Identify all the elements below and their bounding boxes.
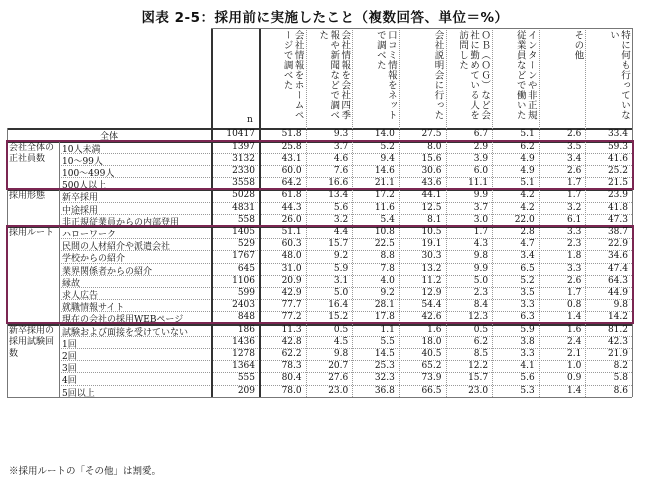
column-divider [211, 28, 213, 397]
value-cell: 41.6 [607, 153, 628, 164]
row-label: 民間の人材紹介や派遣会社 [62, 242, 171, 253]
n-value: 599 [237, 287, 255, 298]
n-value: 3558 [232, 178, 255, 189]
value-cell: 16.4 [328, 300, 349, 311]
value-cell: 5.1 [520, 129, 535, 139]
row-label: 2回 [62, 351, 77, 362]
value-cell: 15.7 [468, 373, 489, 384]
row-label: 学校からの紹介 [62, 254, 126, 265]
row-label: 中途採用 [62, 205, 99, 216]
value-cell: 3.3 [567, 226, 582, 237]
value-cell: 48.0 [281, 251, 302, 262]
value-cell: 64.3 [607, 275, 628, 286]
row-label: 現在の会社の採用WEBページ [62, 315, 184, 326]
value-cell: 11.2 [421, 275, 442, 286]
value-cell: 15.7 [328, 239, 349, 250]
value-cell: 4.9 [520, 153, 535, 164]
n-value: 1106 [232, 275, 255, 286]
value-cell: 73.9 [421, 373, 442, 384]
value-cell: 78.3 [281, 361, 302, 372]
value-cell: 2.4 [567, 336, 582, 347]
value-cell: 4.6 [333, 153, 349, 164]
column-divider [352, 28, 353, 397]
group-label: 新卒採用の採用試験回数 [9, 325, 55, 359]
value-cell: 47.4 [607, 263, 628, 274]
value-cell: 5.6 [520, 373, 535, 384]
column-header: インターンや非正規従業員などで働いた [514, 30, 537, 120]
n-value: 1364 [232, 361, 255, 372]
value-cell: 47.3 [607, 214, 628, 225]
row-label: 3回 [62, 364, 77, 375]
value-cell: 5.9 [333, 263, 349, 274]
value-cell: 1.7 [567, 287, 582, 298]
column-header: 特に何も行っていない [608, 30, 630, 120]
value-cell: 20.7 [328, 361, 349, 372]
row-divider [7, 397, 632, 398]
value-cell: 20.9 [281, 275, 302, 286]
value-cell: 6.5 [520, 263, 535, 274]
value-cell: 9.8 [613, 300, 628, 311]
n-value: 1436 [232, 336, 255, 347]
value-cell: 10.8 [374, 226, 395, 237]
value-cell: 27.5 [421, 129, 442, 139]
value-cell: 9.8 [473, 251, 489, 262]
value-cell: 78.0 [281, 385, 302, 396]
n-value: 1767 [232, 251, 255, 262]
column-header: その他 [572, 30, 584, 60]
value-cell: 0.9 [567, 373, 582, 384]
value-cell: 1.8 [567, 251, 582, 262]
row-label: 非正規従業員からの内部登用 [62, 217, 180, 228]
value-cell: 26.0 [281, 214, 302, 225]
value-cell: 51.8 [281, 129, 302, 139]
n-value: 1397 [232, 141, 255, 152]
value-cell: 40.5 [421, 348, 442, 359]
n-value: 555 [237, 373, 255, 384]
value-cell: 0.5 [333, 324, 349, 335]
value-cell: 5.0 [473, 275, 489, 286]
value-cell: 3.1 [333, 275, 349, 286]
value-cell: 2.9 [473, 141, 489, 152]
value-cell: 38.7 [607, 226, 628, 237]
value-cell: 6.0 [473, 165, 489, 176]
value-cell: 5.3 [520, 385, 535, 396]
value-cell: 21.5 [607, 178, 628, 189]
value-cell: 31.0 [281, 263, 302, 274]
row-label: ハローワーク [62, 229, 117, 240]
column-header: 会社情報を会社四季報や新聞などで調べた [317, 30, 351, 120]
value-cell: 43.1 [281, 153, 302, 164]
value-cell: 1.0 [567, 361, 582, 372]
value-cell: 5.1 [520, 178, 535, 189]
value-cell: 21.9 [607, 348, 628, 359]
n-value: 5028 [232, 190, 255, 201]
column-divider [585, 28, 586, 397]
value-cell: 60.3 [281, 239, 302, 250]
value-cell: 9.3 [333, 129, 349, 139]
column-divider [7, 128, 8, 397]
value-cell: 12.3 [468, 312, 489, 323]
n-value: 1405 [232, 226, 255, 237]
value-cell: 51.1 [281, 226, 302, 237]
value-cell: 4.0 [380, 275, 395, 286]
value-cell: 12.2 [468, 361, 489, 372]
value-cell: 21.1 [374, 178, 395, 189]
value-cell: 41.8 [607, 202, 628, 213]
n-value: 1278 [232, 348, 255, 359]
n-column-header: n [247, 115, 253, 125]
value-cell: 77.2 [281, 312, 302, 323]
n-value: 645 [237, 263, 255, 274]
value-cell: 4.2 [520, 190, 535, 201]
n-value: 209 [237, 385, 255, 396]
value-cell: 4.1 [520, 361, 535, 372]
value-cell: 3.7 [333, 141, 349, 152]
group-label: 採用ルート [9, 227, 55, 238]
value-cell: 3.2 [567, 202, 582, 213]
value-cell: 3.7 [473, 202, 489, 213]
value-cell: 22.0 [514, 214, 535, 225]
n-value: 4831 [232, 202, 255, 213]
value-cell: 4.4 [333, 226, 349, 237]
group-label: 会社全体の正社員数 [9, 142, 55, 164]
value-cell: 12.5 [421, 202, 442, 213]
row-label: 試験および面接を受けていない [62, 327, 189, 338]
n-value: 558 [237, 214, 255, 225]
value-cell: 15.2 [328, 312, 349, 323]
value-cell: 13.4 [328, 190, 349, 201]
value-cell: 8.1 [427, 214, 442, 225]
value-cell: 2.6 [567, 165, 582, 176]
value-cell: 1.6 [427, 324, 442, 335]
value-cell: 3.4 [520, 251, 535, 262]
column-divider [539, 28, 540, 397]
value-cell: 65.2 [421, 361, 442, 372]
value-cell: 25.8 [281, 141, 302, 152]
column-header: 会社情報をホームページで調べた [281, 30, 304, 120]
value-cell: 42.6 [421, 312, 442, 323]
data-table [7, 28, 632, 460]
value-cell: 81.2 [607, 324, 628, 335]
value-cell: 1.6 [567, 324, 582, 335]
value-cell: 44.9 [607, 287, 628, 298]
value-cell: 42.9 [281, 287, 302, 298]
value-cell: 8.2 [613, 361, 628, 372]
value-cell: 5.2 [380, 141, 395, 152]
column-divider [632, 28, 633, 397]
value-cell: 3.5 [520, 287, 535, 298]
value-cell: 1.4 [567, 312, 582, 323]
value-cell: 25.3 [374, 361, 395, 372]
value-cell: 54.4 [421, 300, 442, 311]
value-cell: 6.2 [520, 141, 535, 152]
n-value: 2330 [232, 165, 255, 176]
value-cell: 18.0 [421, 336, 442, 347]
value-cell: 13.2 [421, 263, 442, 274]
page-title: 図表 2-5：採用前に実施したこと（複数回答、単位＝%） [141, 10, 509, 26]
n-value: 186 [237, 324, 255, 335]
value-cell: 11.3 [281, 324, 302, 335]
value-cell: 14.6 [374, 165, 395, 176]
value-cell: 80.4 [281, 373, 302, 384]
value-cell: 44.3 [281, 202, 302, 213]
column-divider [259, 28, 261, 397]
row-label: 4回 [62, 376, 77, 387]
value-cell: 9.9 [473, 263, 489, 274]
value-cell: 12.9 [421, 287, 442, 298]
value-cell: 2.6 [567, 129, 582, 139]
value-cell: 17.2 [374, 190, 395, 201]
value-cell: 16.6 [328, 178, 349, 189]
n-value: 848 [237, 312, 255, 323]
footnote: ※採用ルートの「その他」は割愛。 [9, 466, 162, 477]
value-cell: 59.3 [607, 141, 628, 152]
value-cell: 3.2 [333, 214, 349, 225]
group-label: 採用形態 [9, 191, 46, 202]
value-cell: 6.3 [520, 312, 535, 323]
value-cell: 23.0 [328, 385, 349, 396]
total-row-label: 全体 [99, 132, 118, 142]
value-cell: 25.2 [607, 165, 628, 176]
column-divider [492, 28, 493, 397]
value-cell: 8.4 [473, 300, 489, 311]
value-cell: 0.5 [473, 324, 489, 335]
column-divider [399, 28, 400, 397]
column-divider [59, 141, 60, 397]
value-cell: 60.0 [281, 165, 302, 176]
value-cell: 9.9 [473, 190, 489, 201]
value-cell: 43.6 [421, 178, 442, 189]
value-cell: 17.8 [374, 312, 395, 323]
value-cell: 2.6 [567, 275, 582, 286]
value-cell: 15.6 [421, 153, 442, 164]
value-cell: 42.8 [281, 336, 302, 347]
n-value: 10417 [226, 129, 255, 139]
value-cell: 2.8 [520, 226, 535, 237]
value-cell: 11.6 [374, 202, 395, 213]
value-cell: 11.1 [468, 178, 489, 189]
value-cell: 5.2 [520, 275, 535, 286]
value-cell: 8.8 [380, 251, 395, 262]
value-cell: 8.6 [613, 385, 628, 396]
row-label: 就職情報サイト [62, 303, 125, 314]
value-cell: 3.3 [520, 300, 535, 311]
value-cell: 5.5 [380, 336, 395, 347]
value-cell: 28.1 [374, 300, 395, 311]
value-cell: 5.4 [380, 214, 395, 225]
row-label: 5回以上 [62, 388, 95, 399]
value-cell: 2.3 [473, 287, 489, 298]
value-cell: 7.6 [333, 165, 349, 176]
value-cell: 2.1 [567, 348, 582, 359]
value-cell: 5.9 [520, 324, 535, 335]
row-label: 10人未満 [62, 144, 101, 155]
row-label: 500人以上 [62, 181, 107, 192]
value-cell: 30.6 [421, 165, 442, 176]
value-cell: 1.7 [567, 190, 582, 201]
value-cell: 64.2 [281, 178, 302, 189]
value-cell: 1.7 [473, 226, 489, 237]
value-cell: 3.5 [567, 141, 582, 152]
value-cell: 23.0 [468, 385, 489, 396]
value-cell: 5.8 [613, 373, 628, 384]
value-cell: 22.9 [607, 239, 628, 250]
value-cell: 4.3 [473, 239, 489, 250]
value-cell: 4.5 [333, 336, 349, 347]
value-cell: 8.0 [427, 141, 442, 152]
value-cell: 4.9 [520, 165, 535, 176]
value-cell: 14.2 [607, 312, 628, 323]
value-cell: 23.9 [607, 190, 628, 201]
value-cell: 22.5 [374, 239, 395, 250]
value-cell: 9.4 [380, 153, 395, 164]
value-cell: 1.7 [567, 178, 582, 189]
value-cell: 62.2 [281, 348, 302, 359]
value-cell: 44.1 [421, 190, 442, 201]
column-divider [306, 28, 307, 397]
column-header: ＯＢ（ＯＧ）など会社に勤めている人を訪問した [457, 30, 491, 120]
value-cell: 66.5 [421, 385, 442, 396]
value-cell: 42.3 [607, 336, 628, 347]
value-cell: 9.8 [333, 348, 349, 359]
value-cell: 1.4 [567, 385, 582, 396]
value-cell: 5.0 [333, 287, 349, 298]
value-cell: 3.4 [567, 153, 582, 164]
row-label: 縁故 [62, 278, 81, 289]
value-cell: 3.3 [520, 348, 535, 359]
value-cell: 3.8 [520, 336, 535, 347]
row-label: 新卒採用 [62, 193, 99, 204]
value-cell: 8.5 [473, 348, 489, 359]
value-cell: 61.8 [281, 190, 302, 201]
value-cell: 3.0 [473, 214, 489, 225]
n-value: 2403 [232, 300, 255, 311]
value-cell: 34.6 [607, 251, 628, 262]
value-cell: 36.8 [374, 385, 395, 396]
value-cell: 3.3 [567, 263, 582, 274]
value-cell: 4.7 [520, 239, 535, 250]
value-cell: 33.4 [607, 129, 628, 139]
value-cell: 5.6 [333, 202, 349, 213]
value-cell: 6.2 [473, 336, 489, 347]
n-value: 3132 [232, 153, 255, 164]
value-cell: 6.7 [473, 129, 489, 139]
row-label: 1回 [62, 339, 77, 350]
value-cell: 14.0 [374, 129, 395, 139]
value-cell: 9.2 [380, 287, 395, 298]
column-divider [446, 28, 447, 397]
value-cell: 9.2 [333, 251, 349, 262]
value-cell: 0.8 [567, 300, 582, 311]
column-header: 口コミ情報をネットで調べた [374, 30, 397, 120]
row-label: 求人広告 [62, 290, 99, 301]
value-cell: 19.1 [421, 239, 442, 250]
value-cell: 4.2 [520, 202, 535, 213]
value-cell: 10.5 [421, 226, 442, 237]
value-cell: 32.3 [374, 373, 395, 384]
row-divider [211, 28, 632, 29]
value-cell: 1.1 [380, 324, 395, 335]
row-label: 100～499人 [62, 168, 115, 179]
value-cell: 14.5 [374, 348, 395, 359]
row-label: 業界関係者からの紹介 [62, 266, 153, 277]
value-cell: 6.1 [567, 214, 582, 225]
n-value: 529 [237, 239, 255, 250]
value-cell: 2.3 [567, 239, 582, 250]
column-header: 会社説明会に行った [432, 30, 444, 120]
value-cell: 7.8 [380, 263, 395, 274]
value-cell: 30.3 [421, 251, 442, 262]
value-cell: 3.9 [473, 153, 489, 164]
row-label: 10～99人 [62, 156, 103, 167]
value-cell: 27.6 [328, 373, 349, 384]
value-cell: 77.7 [281, 300, 302, 311]
